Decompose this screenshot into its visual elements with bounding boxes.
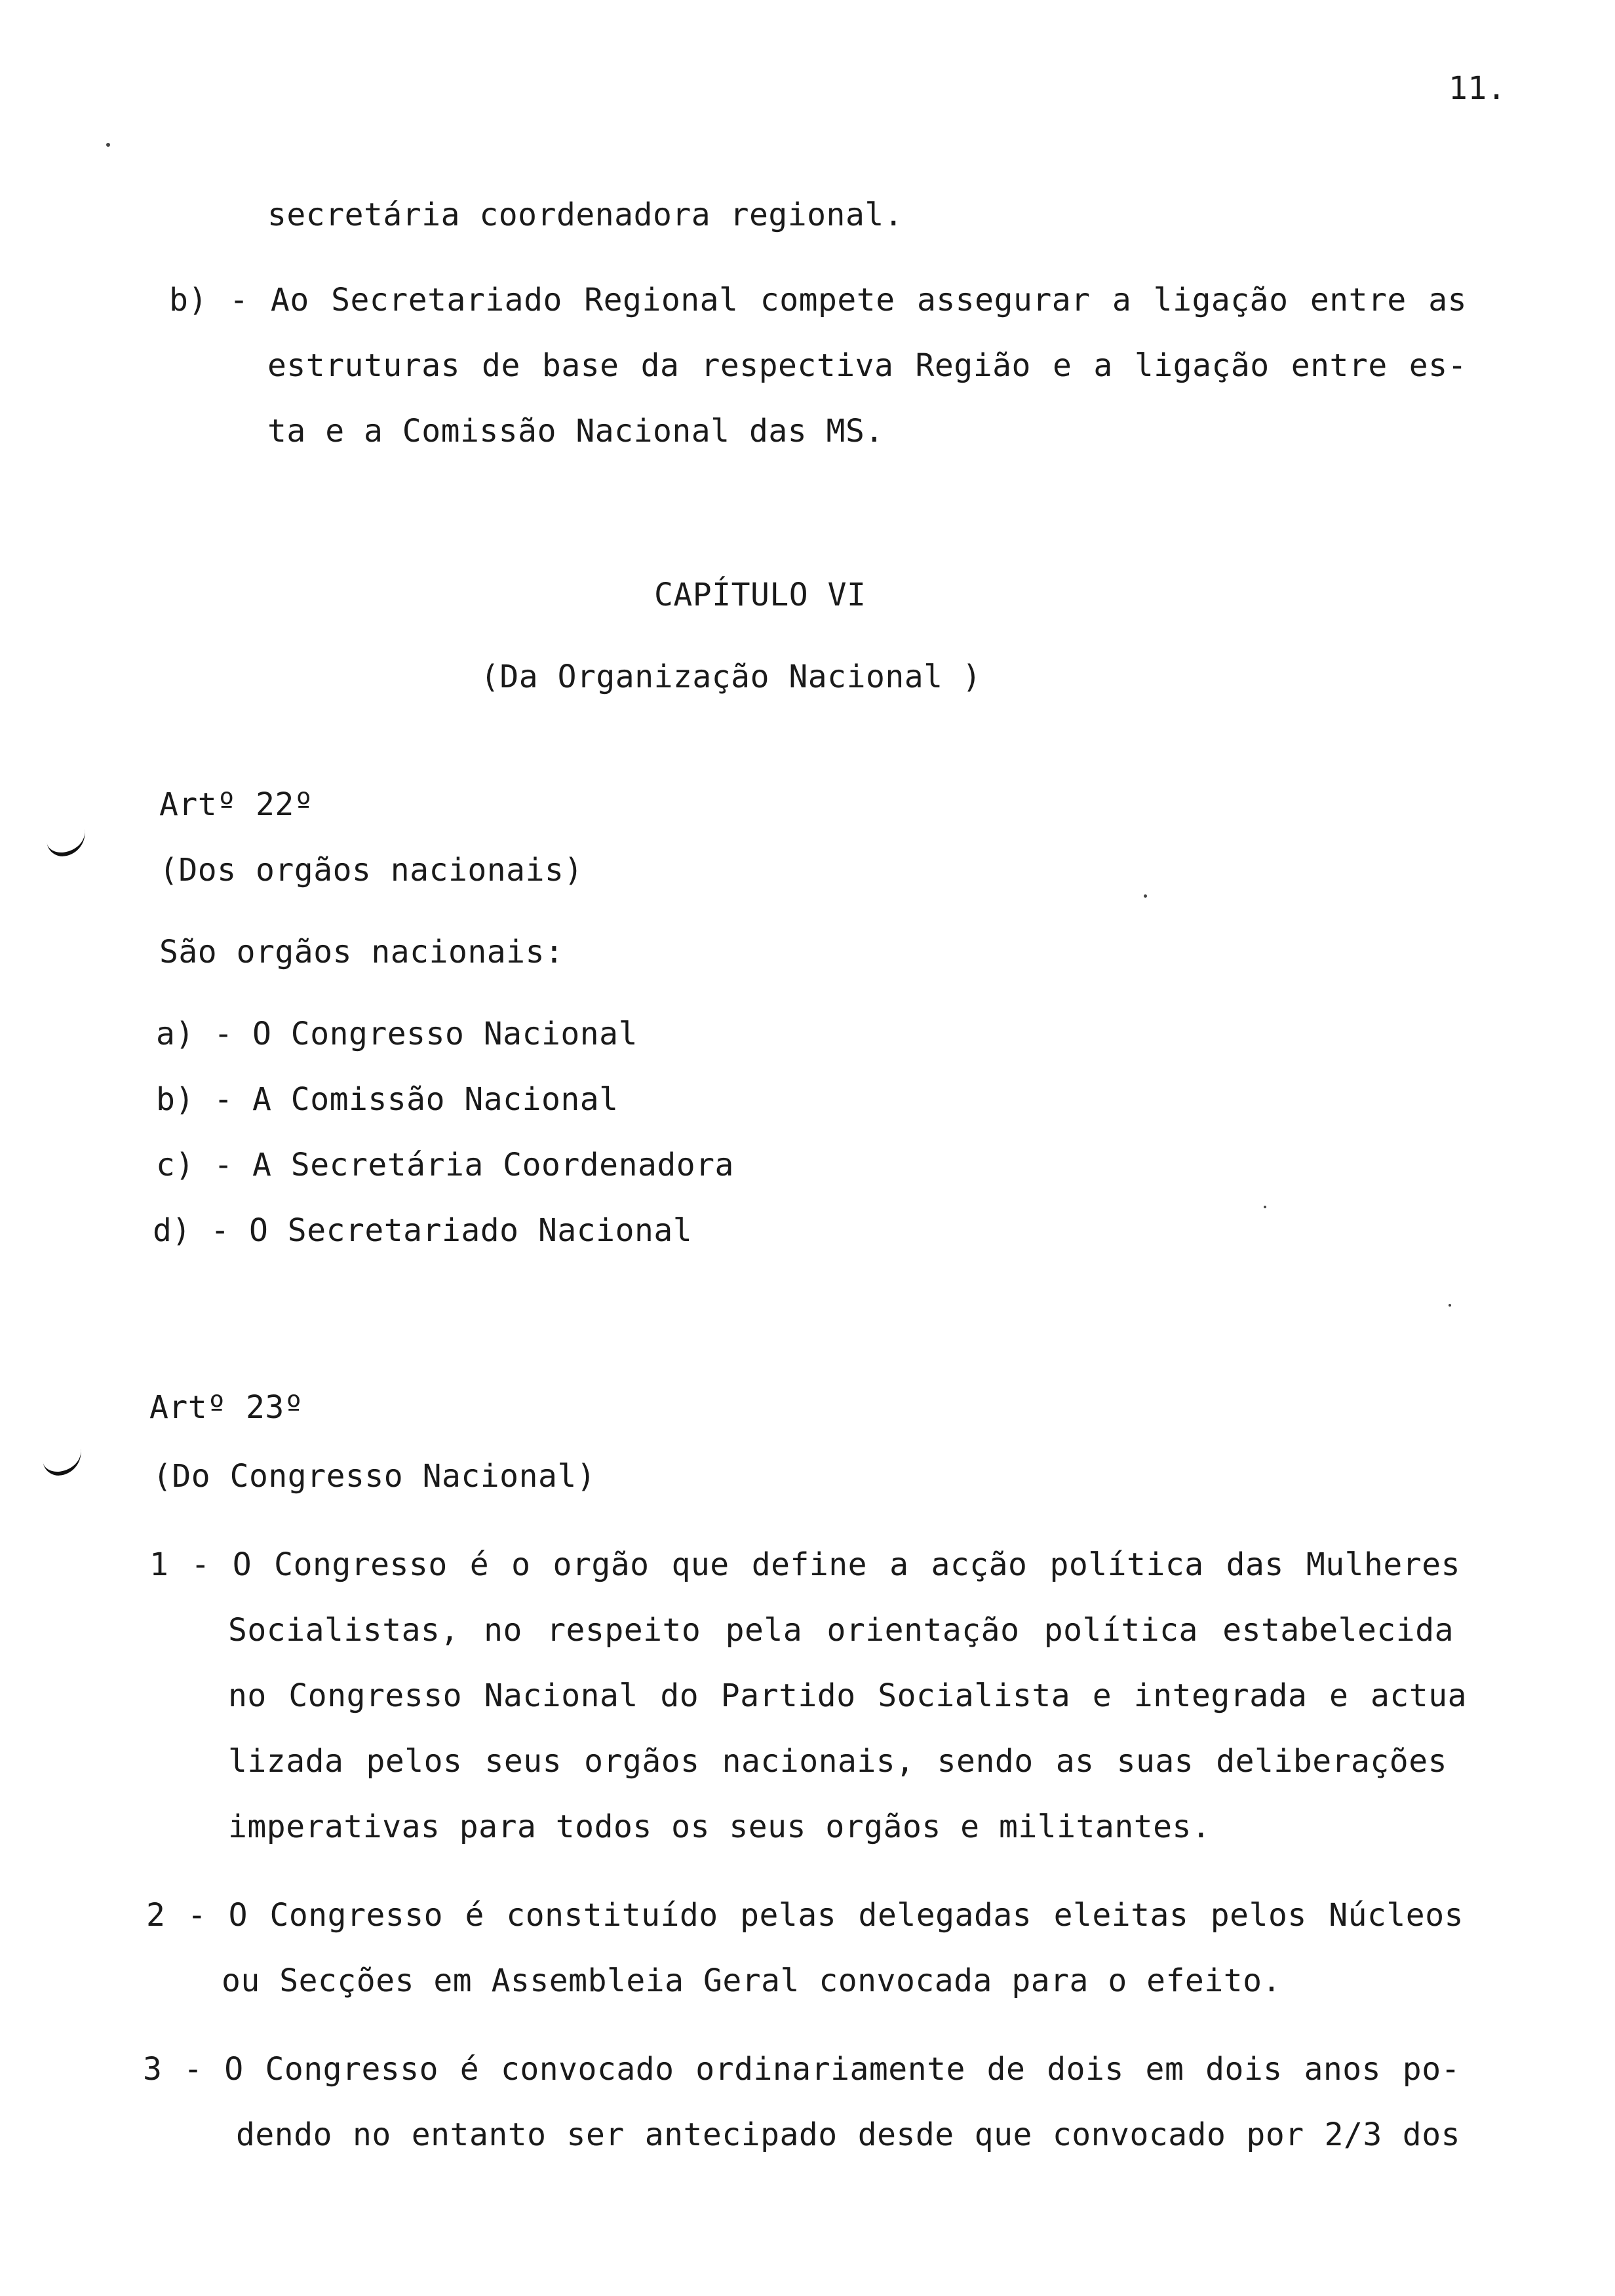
article-22-heading: Artº 22º — [159, 786, 314, 823]
article-23-subheading: (Do Congresso Nacional) — [153, 1458, 596, 1495]
article-22-item-b: b) - A Comissão Nacional — [156, 1081, 619, 1118]
article-23-p1-line-5: imperativas para todos os seus orgãos e militantes. — [228, 1808, 1211, 1845]
article-23-p3-line-2: dendo no entanto ser antecipado desde que convocado por 2/3 dos — [236, 2116, 1460, 2153]
article-23-p2-line-2: ou Secções em Assembleia Geral convocada para o efeito. — [222, 1962, 1281, 1999]
article-23-heading: Artº 23º — [149, 1389, 304, 1426]
article-23-p1-line-1: 1 - O Congresso é o orgão que define a acção política das Mulheres — [149, 1546, 1460, 1583]
article-22-item-a: a) - O Congresso Nacional — [156, 1016, 638, 1052]
chapter-subtitle: (Da Organização Nacional ) — [480, 659, 982, 695]
regional-item-b-line-2: estruturas de base da respectiva Região e a ligação entre es- — [267, 347, 1467, 384]
scan-speck — [1144, 894, 1147, 898]
continuation-line: secretária coordenadora regional. — [267, 197, 904, 233]
article-23-p3-line-1: 3 - O Congresso é convocado ordinariamente de dois em dois anos po- — [143, 2051, 1460, 2088]
scan-speck — [1449, 1304, 1451, 1307]
article-22-intro: São orgãos nacionais: — [159, 934, 564, 970]
margin-check-mark-1 — [46, 830, 88, 858]
regional-item-b-line-3: ta e a Comissão Nacional das MS. — [267, 413, 884, 450]
article-23-p1-line-2: Socialistas, no respeito pela orientação política estabelecida — [228, 1612, 1454, 1649]
article-23-p1-line-4: lizada pelos seus orgãos nacionais, sendo as suas deliberações — [228, 1743, 1447, 1780]
article-22-item-d: d) - O Secretariado Nacional — [153, 1212, 693, 1249]
article-23-p1-line-3: no Congresso Nacional do Partido Socialista e integrada e actua — [228, 1677, 1467, 1714]
scan-speck — [106, 143, 110, 147]
page-number: 11. — [1449, 70, 1507, 107]
regional-item-b-line-1: b) - Ao Secretariado Regional compete assegurar a ligação entre as — [169, 282, 1467, 318]
scan-speck — [1264, 1206, 1266, 1208]
article-22-subheading: (Dos orgãos nacionais) — [159, 852, 583, 889]
article-22-item-c: c) - A Secretária Coordenadora — [156, 1147, 734, 1183]
chapter-title: CAPÍTULO VI — [654, 577, 866, 613]
margin-check-mark-2 — [42, 1449, 84, 1478]
article-23-p2-line-1: 2 - O Congresso é constituído pelas delegadas eleitas pelos Núcleos — [146, 1897, 1464, 1934]
